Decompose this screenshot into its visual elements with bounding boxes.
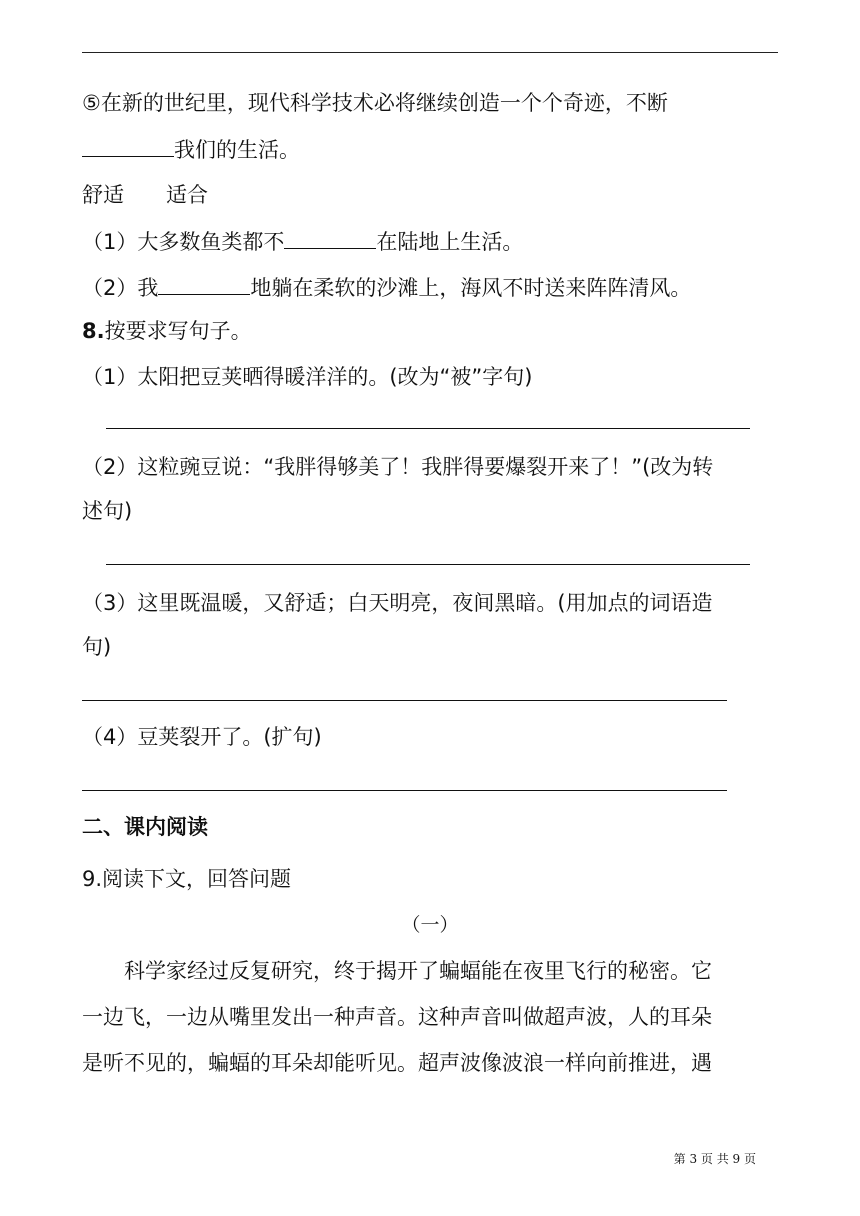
q7-sentence-2 — [82, 272, 691, 303]
page-number: 第 3 页 共 9 页 — [673, 1152, 756, 1166]
q7-s1-text-end: 在陆地上生活。 — [376, 230, 524, 254]
passage-part-heading: （一） — [401, 914, 459, 936]
q7-item5-line1 — [82, 88, 668, 118]
q7-item5-text: ⑤在新的世纪里，现代科学技术必将继续创造一个个奇迹，不断 — [82, 91, 668, 115]
q8-sentence-4: （4）豆荚裂开了。(扩句) — [82, 725, 322, 749]
q8-sentence-1: （1）太阳把豆荚晒得暖洋洋的。(改为“被”字句) — [82, 365, 533, 389]
q7-s2-text-end: 地躺在柔软的沙滩上，海风不时送来阵阵清风。 — [250, 276, 692, 300]
q7-item5-text-end: 我们的生活。 — [174, 138, 300, 162]
q8-title — [82, 316, 252, 346]
page-footer — [0, 1150, 860, 1167]
q8-sentence-3a: （3）这里既温暖，又舒适；白天明亮，夜间黑暗。(用加点的词语造 — [82, 591, 713, 615]
q8-title-text: 按要求写句子。 — [104, 319, 252, 343]
q8-number: 8. — [82, 319, 105, 343]
answer-line[interactable] — [106, 564, 750, 565]
q8-sentence-2b: 述句) — [82, 499, 133, 523]
q7-s2-text: （2）我 — [82, 276, 159, 300]
q7-item5-line2 — [82, 134, 300, 165]
header-rule — [82, 52, 778, 53]
answer-blank[interactable] — [82, 134, 174, 157]
answer-blank[interactable] — [158, 272, 250, 295]
section-title: 二、课内阅读 — [82, 815, 208, 839]
q8-sentence-2a: （2）这粒豌豆说：“我胖得够美了！我胖得要爆裂开来了！”(改为转 — [82, 455, 714, 479]
q7-s1-text: （1）大多数鱼类都不 — [82, 230, 285, 254]
q7-word-choices: 舒适 适合 — [82, 183, 208, 207]
answer-line[interactable] — [106, 428, 750, 429]
q7-sentence-1 — [82, 226, 523, 257]
passage-line-3: 是听不见的，蝙蝠的耳朵却能听见。超声波像波浪一样向前推进，遇 — [82, 1051, 712, 1075]
q8-sentence-3b: 句) — [82, 635, 112, 659]
answer-blank[interactable] — [284, 226, 376, 249]
passage-line-1: 科学家经过反复研究，终于揭开了蝙蝠能在夜里飞行的秘密。它 — [124, 959, 712, 983]
q9-title: 9.阅读下文，回答问题 — [82, 867, 292, 891]
answer-line[interactable] — [82, 700, 727, 701]
passage-line-2: 一边飞，一边从嘴里发出一种声音。这种声音叫做超声波，人的耳朵 — [82, 1005, 712, 1029]
answer-line[interactable] — [82, 790, 727, 791]
